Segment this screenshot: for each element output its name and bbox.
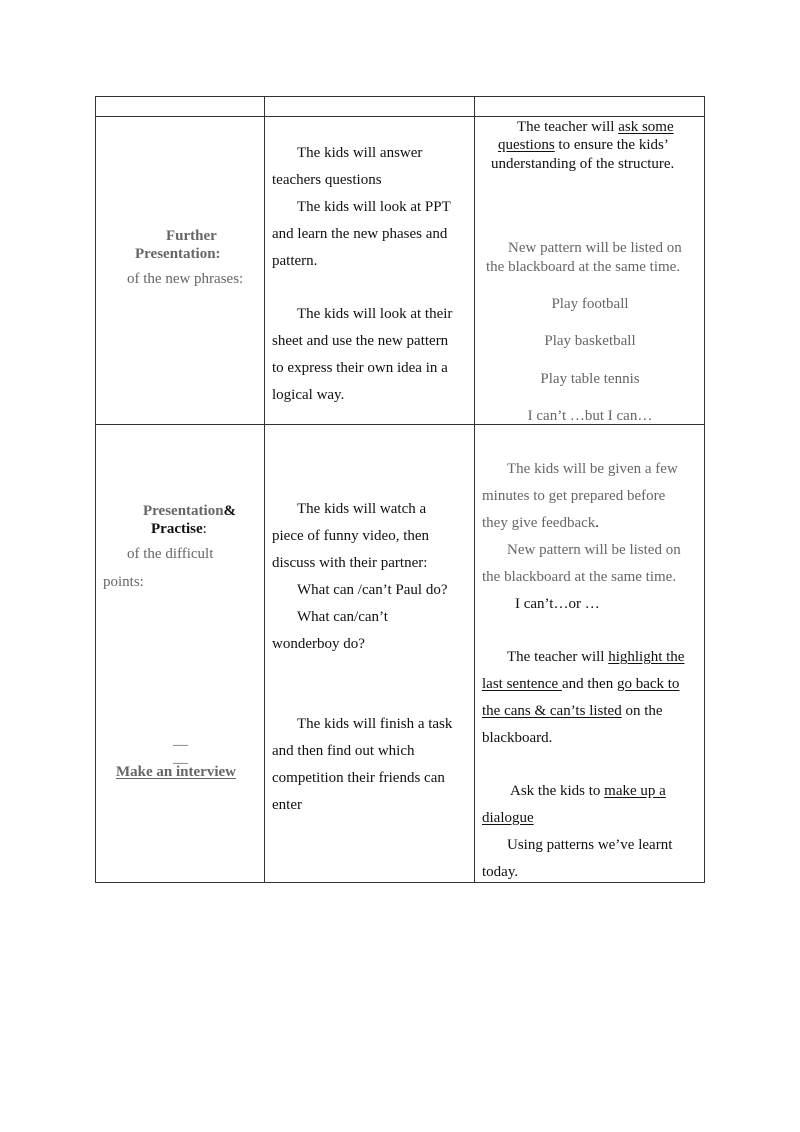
make-up-a-underlined: make up a [604,783,666,799]
r2c3-new-pattern-line2: the blackboard at the same time. [482,569,677,585]
table-border-bottom [95,882,705,883]
difficult-points-line1: of the difficult [127,546,214,562]
r2c2-p2-line2: and then find out which [272,743,415,759]
r2c3-highlight-line4: blackboard. [482,730,553,746]
r2c2-p1-line2: piece of funny video, then [272,528,430,544]
r1c3-teacher-line3: understanding of the structure. [491,156,675,172]
dash-line2: __ [173,750,188,766]
practise-word: Practise [151,521,203,537]
r2c3-using-patterns: Using patterns we’ve learnt [507,837,673,853]
r2c2-p1-line1: The kids will watch a [297,501,427,517]
further-subheading: of the new phrases: [127,271,244,287]
r1c2-p2-line3: pattern. [272,253,318,269]
table-border-col1 [264,96,265,883]
make-an-interview: Make an interview [116,764,236,780]
r1c3-teacher-line1 [517,118,674,136]
ampersand: & [223,503,237,519]
table-border-right [704,96,705,883]
highlight-the-underlined: highlight the [608,649,685,665]
r1c3-teacher-text: The teacher will [517,119,619,135]
difficult-points-line2: points: [103,574,144,590]
r2c2-p1-line4: What can /can’t Paul do? [297,582,448,598]
r2c3-feedback-period: . [595,515,600,531]
presentation-heading-line2 [151,520,207,538]
r2c2-p1-line6: wonderboy do? [272,636,365,652]
r2c3-and-then: and then [561,676,617,692]
r2c3-highlight-line1 [507,648,684,666]
r1c3-teacher-text2: to ensure the kids’ [554,137,669,153]
questions-underlined: questions [498,137,555,153]
dialogue-underlined: dialogue [482,810,534,826]
pattern-item-football: Play football [551,296,629,312]
r2c3-on-the: on the [621,703,663,719]
r2c2-p1-line5: What can/can’t [297,609,388,625]
last-sentence-underlined: last sentence [482,676,562,692]
r2c3-ask-line1 [510,782,666,800]
r2c3-i-cant-or: I can’t…or … [515,596,600,612]
table-border-top [95,96,705,97]
dash-line1: __ [173,732,188,748]
r2c3-given-line2: minutes to get prepared before [482,488,666,504]
r1c2-p1-line1: The kids will answer [297,145,423,161]
r1c2-p2-line2: and learn the new phases and [272,226,448,242]
cans-listed-underlined: the cans & can’ts listed [482,703,622,719]
r2c3-teacher-will: The teacher will [507,649,609,665]
practise-colon: : [202,521,207,537]
r2c2-p2-line1: The kids will finish a task [297,716,453,732]
r1c3-new-pattern-line2: the blackboard at the same time. [486,259,681,275]
r2c3-feedback: they give feedback [482,515,596,531]
r2c3-given-line1: The kids will be given a few [507,461,678,477]
pattern-item-table-tennis: Play table tennis [540,371,640,387]
r1c2-p2-line1: The kids will look at PPT [297,199,451,215]
table-border-left [95,96,96,883]
r2c2-p2-line3: competition their friends can [272,770,445,786]
pattern-item-basketball: Play basketball [544,333,636,349]
r2c3-new-pattern-line1: New pattern will be listed on [507,542,681,558]
go-back-to-underlined: go back to [616,676,680,692]
ask-some-underlined: ask some [618,119,674,135]
pattern-item-i-cant-but: I can’t …but I can… [527,408,653,424]
r2c3-highlight-line2 [482,675,679,693]
further-heading-line1: Further [166,228,217,244]
presentation-heading-line1 [143,502,236,520]
r2c3-today: today. [482,864,519,880]
r2c2-p2-line4: enter [272,797,302,813]
r1c3-teacher-line2 [498,136,669,154]
r1c2-p3-line2: sheet and use the new pattern [272,333,449,349]
r1c2-p3-line4: logical way. [272,387,345,403]
r1c3-new-pattern-line1: New pattern will be listed on [508,240,682,256]
table-border-col2 [474,96,475,883]
presentation-word: Presentation [143,503,224,519]
table-border-header [95,116,705,117]
r2c2-p1-line3: discuss with their partner: [272,555,428,571]
further-heading-line2: Presentation: [135,246,221,262]
r1c2-p1-line2: teachers questions [272,172,382,188]
r2c3-highlight-line3 [482,702,663,720]
r2c3-given-line3 [482,514,599,532]
r1c2-p3-line3: to express their own idea in a [272,360,448,376]
r1c2-p3-line1: The kids will look at their [297,306,453,322]
r2c3-ask-kids: Ask the kids to [510,783,605,799]
